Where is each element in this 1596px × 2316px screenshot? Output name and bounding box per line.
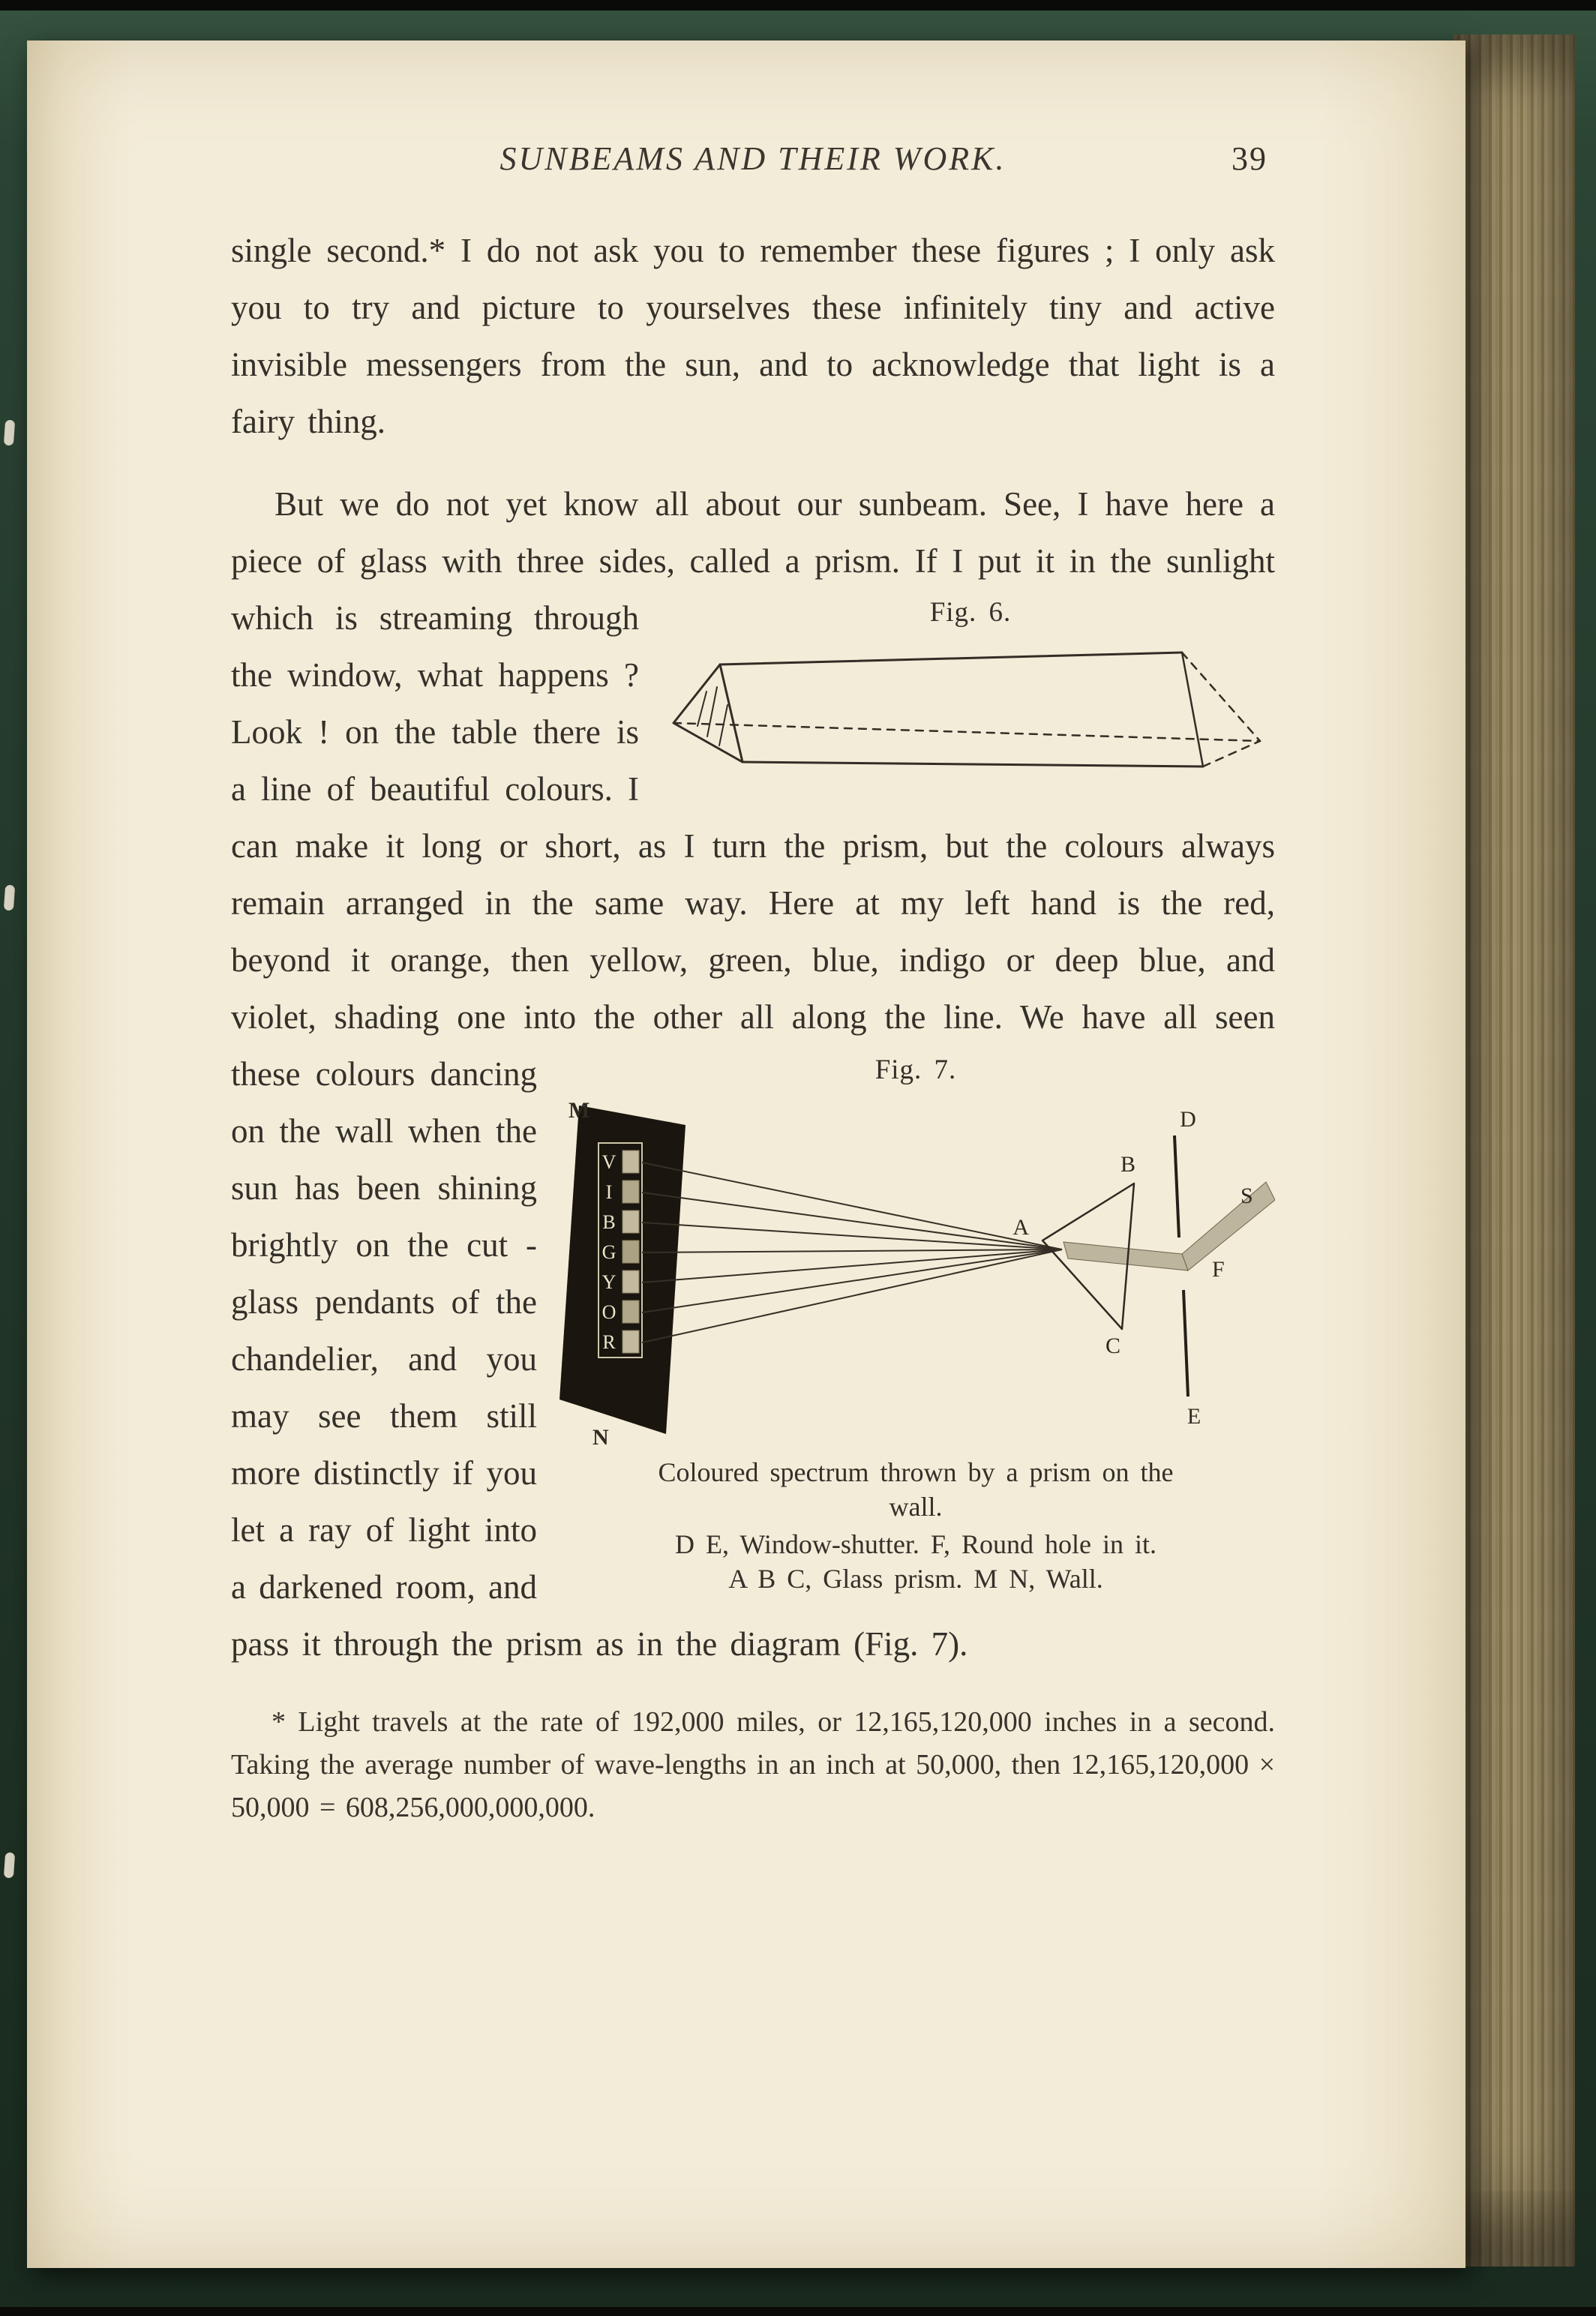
prism-top-edge xyxy=(720,652,1182,664)
label-s: S xyxy=(1240,1184,1253,1208)
label-m: M xyxy=(568,1098,590,1123)
spectrum-letter-y: Y xyxy=(602,1271,616,1293)
paragraph-2 xyxy=(231,476,1275,1672)
light-rays xyxy=(642,1162,1062,1342)
figure-6-label: Fig. 6. xyxy=(929,597,1012,628)
paragraph-1-text: single second.* I do not ask you to remember these figures ; I only ask you to try and picture to yourselves these infinitely tiny and active invisible messengers from the sun, and to acknowledge that light is a fairy thing. xyxy=(231,232,1275,440)
page-content xyxy=(231,140,1275,1829)
figure-6-prism-drawing xyxy=(666,634,1274,792)
prism-right-edge xyxy=(1182,652,1203,766)
running-header xyxy=(231,140,1275,184)
stitch-mark xyxy=(4,885,15,911)
figure-7-key-line-2: A B C, Glass prism. M N, Wall. xyxy=(728,1564,1103,1594)
page-title: SUNBEAMS AND THEIR WORK. xyxy=(500,140,1006,177)
label-d: D xyxy=(1180,1107,1196,1132)
stitch-mark xyxy=(4,420,15,446)
label-e: E xyxy=(1186,1404,1202,1429)
spectrum-letter-v: V xyxy=(602,1151,616,1173)
figure-7-label: Fig. 7. xyxy=(874,1054,957,1085)
figure-7-spectrum-diagram xyxy=(556,1090,1275,1449)
paragraph-2-text-a: But we do not yet know all about our sunbeam. See, I have here a piece of glass with three sides, called a xyxy=(231,485,1275,580)
label-b: B xyxy=(1120,1152,1136,1177)
figure-7-caption: Coloured spectrum thrown by a prism on the wall. xyxy=(658,1457,1174,1522)
stitch-mark xyxy=(4,1852,15,1879)
prism-hidden-edges xyxy=(674,652,1260,766)
label-n: N xyxy=(592,1425,609,1449)
spectrum-letter-r: R xyxy=(602,1331,616,1353)
prism-bottom-edge xyxy=(742,762,1203,766)
prism-hatching xyxy=(698,687,728,746)
label-f: F xyxy=(1212,1257,1225,1282)
label-a: A xyxy=(1012,1215,1029,1240)
spectrum-letter-g: G xyxy=(602,1241,616,1263)
figure-7-key-line-1: D E, Window-shutter. F, Round hole in it. xyxy=(675,1529,1156,1559)
footnote xyxy=(231,1701,1275,1829)
spectrum-letter-i: I xyxy=(605,1181,613,1203)
spectrum-blocks xyxy=(622,1150,639,1353)
page-number: 39 xyxy=(1232,140,1268,177)
paragraph-2-text-b: prism. If I put it in the sunlight which is streaming through the window, what happens ? Look ! on the table there is a line of beautiful colours. I can make it long or short, as I turn the prism, but the colours always remain arranged in the same way. Here at my left hand is the red, beyond it orange, then yellow, green, blue, indigo or deep blue, and violet, shading one into the other all along the line. We have all xyxy=(231,542,1275,1036)
paragraph-1 xyxy=(231,222,1275,450)
figure-6 xyxy=(666,594,1275,792)
paragraph-2-text-c: seen these colours dancing on the wall when the sun has been shining brightly on the cut - glass pendants of the chandelier, and you may see them still more distinctly if you let a ray of light into a darkened room, and pass it through the prism as in the diagram (Fig. 7). xyxy=(231,998,1276,1663)
spectrum-letter-b: B xyxy=(602,1211,616,1233)
spectrum-letter-o: O xyxy=(602,1301,616,1323)
book-page xyxy=(27,40,1466,2268)
label-c: C xyxy=(1105,1334,1121,1358)
page-edge-stack xyxy=(1454,34,1575,2266)
footnote-text: * Light travels at the rate of 192,000 miles, or 12,165,120,000 inches in a second. Taking the average number of wave-lengths in an inch at 50,000, then 12,165,120,000 × 50,000 = 608,256,000,000,000. xyxy=(231,1706,1275,1823)
figure-7 xyxy=(556,1052,1275,1596)
prism-left-face xyxy=(674,664,742,762)
